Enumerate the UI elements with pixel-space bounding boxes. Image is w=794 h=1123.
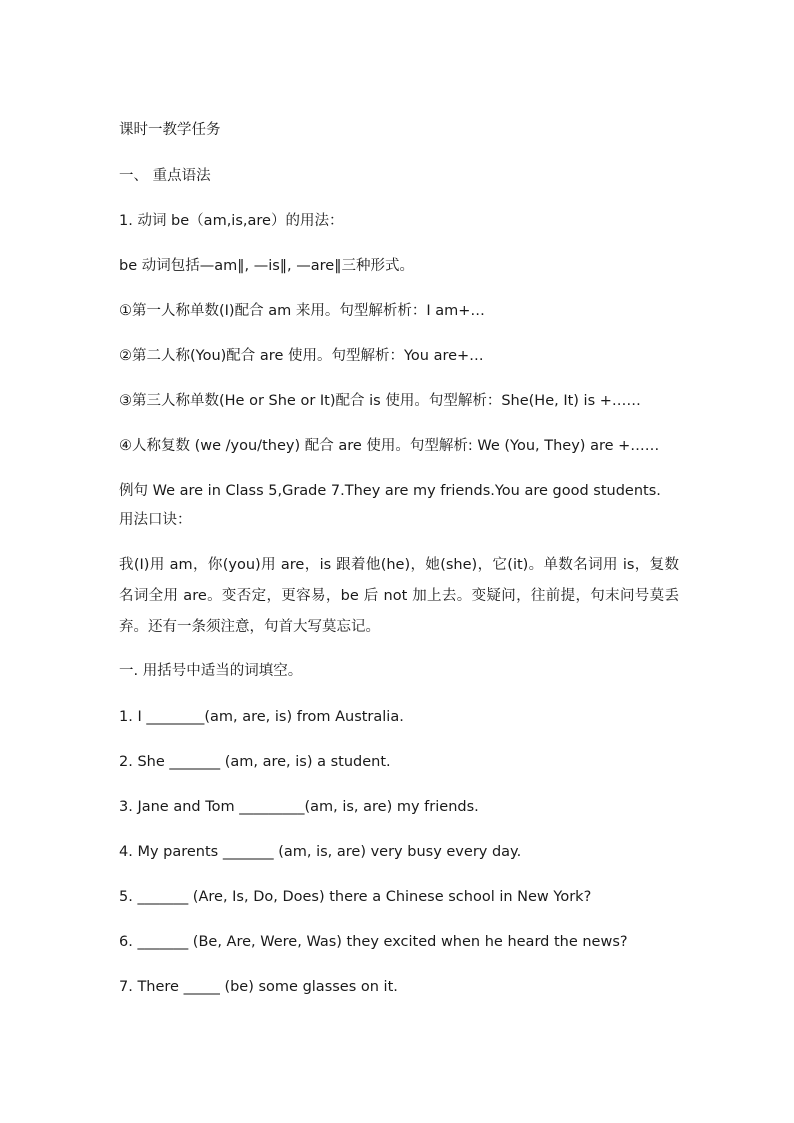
exercise-item: 7. There _____ (be) some glasses on it.: [119, 979, 398, 995]
rule-plural: ④人称复数 (we /you/they) 配合 are 使用。句型解析: We (You, They) are +……: [119, 438, 660, 454]
lesson-title: 课时一教学任务: [119, 122, 221, 138]
exercise-item: 4. My parents _______ (am, is, are) very busy every day.: [119, 844, 522, 860]
exercise-item: 6. _______ (Be, Are, Were, Was) they excited when he heard the news?: [119, 934, 628, 950]
rule-first-person: ①第一人称单数(I)配合 am 来用。句型解析析：I am+…: [119, 303, 485, 319]
mnemonic-paragraph: 我(I)用 am，你(you)用 are，is 跟着他(he)，她(she)，它(it)。单数名词用 is，复数名词全用 are。变否定，更容易，be 后 not 加上去。变疑问，往前提，句末问号莫丢弃。还有一条须注意，句首大写莫忘记。: [119, 557, 679, 635]
section-heading-grammar: 一、 重点语法: [119, 168, 211, 184]
rule-third-person: ③第三人称单数(He or She or It)配合 is 使用。句型解析：She(He, It) is +……: [119, 393, 641, 409]
be-forms-text: be 动词包括—am‖, —is‖, —are‖三种形式。: [119, 258, 414, 274]
mnemonic-label: 用法口诀：: [119, 512, 192, 528]
exercise-item: 1. I ________(am, are, is) from Australia.: [119, 709, 404, 725]
exercise-item: 5. _______ (Are, Is, Do, Does) there a Chinese school in New York?: [119, 889, 592, 905]
example-sentence: 例句 We are in Class 5,Grade 7.They are my friends.You are good students.: [119, 483, 661, 499]
exercise-heading: 一. 用括号中适当的词填空。: [119, 663, 303, 679]
grammar-heading: 1. 动词 be（am,is,are）的用法：: [119, 213, 344, 229]
exercise-item: 3. Jane and Tom _________(am, is, are) my friends.: [119, 799, 479, 815]
rule-second-person: ②第二人称(You)配合 are 使用。句型解析：You are+…: [119, 348, 484, 364]
exercise-item: 2. She _______ (am, are, is) a student.: [119, 754, 391, 770]
